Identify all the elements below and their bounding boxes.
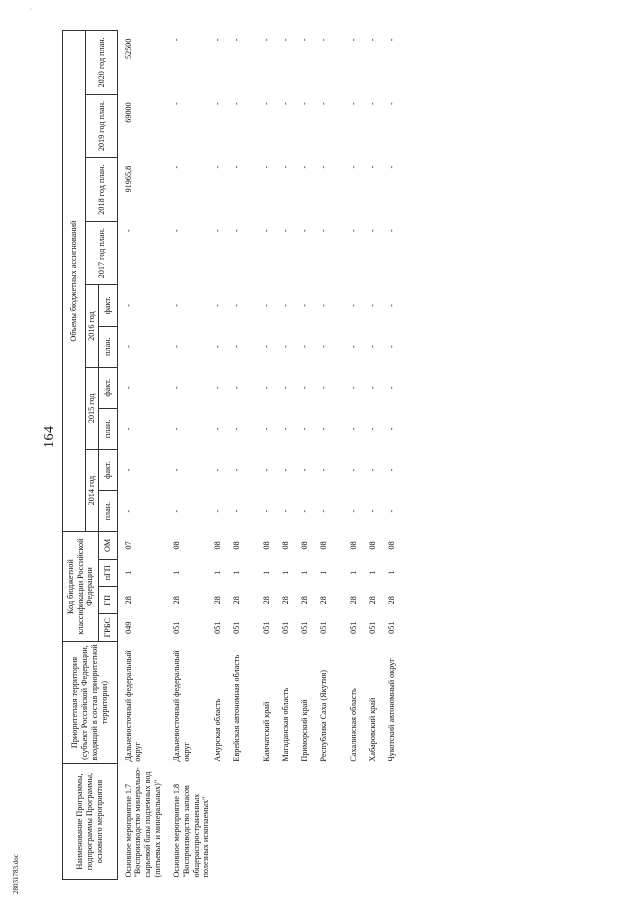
- header-code-grbs: ГРБС: [98, 614, 117, 641]
- row-value-cell: -: [213, 386, 223, 390]
- header-code-group: Код бюджетной классификации Российской Федерации: [63, 532, 99, 642]
- budget-allocation-table: [62, 30, 416, 880]
- row-code-gp-cell: 28: [281, 596, 291, 605]
- row-value-cell: -: [172, 509, 182, 513]
- row-value-cell: -: [281, 102, 291, 105]
- row-code-pgp-cell: 1: [319, 570, 329, 575]
- row-value-cell: -: [232, 102, 242, 105]
- row-territory-cell: Сахалинская область: [349, 688, 359, 762]
- header-name: Наименование Программы, подпрограммы Программы, основного мероприятия: [63, 764, 118, 880]
- row-code-gp-cell: 28: [123, 596, 133, 605]
- row-territory-cell: Дальневосточный федеральный округ: [123, 650, 143, 762]
- row-value-cell: -: [123, 427, 133, 431]
- row-value-cell: -: [281, 38, 291, 42]
- row-value-cell: -: [368, 165, 378, 169]
- row-code-om-cell: 07: [123, 541, 133, 550]
- row-territory-cell: Хабаровский край: [368, 697, 378, 762]
- row-code-gp-cell: 28: [349, 596, 359, 605]
- row-value-cell: -: [172, 102, 182, 105]
- row-name-cell: [231, 764, 261, 880]
- row-value-cell: -: [368, 509, 378, 513]
- row-name-cell: Основное мероприятие 1.8 "Воспроизводство запасов общераспространенных полезных ископаемых": [172, 783, 211, 878]
- row-code-om-cell: 08: [172, 541, 182, 550]
- row-code-om-cell: 08: [213, 541, 223, 550]
- row-name-cell: [261, 764, 280, 880]
- row-value-cell: -: [172, 386, 182, 390]
- row-value-cell: -: [387, 229, 397, 233]
- row-value-cell: -: [262, 468, 272, 472]
- row-value-cell: -: [349, 345, 359, 348]
- row-value-cell: -: [172, 165, 182, 169]
- row-value-cell: 69000: [123, 102, 133, 123]
- header-fact-2015: факт.: [98, 367, 117, 408]
- row-value-cell: -: [123, 304, 133, 307]
- header-year-2014: 2014 год: [86, 449, 99, 531]
- row-value-cell: -: [349, 386, 359, 390]
- scan-dot: ·: [30, 7, 32, 13]
- row-value-cell: -: [262, 165, 272, 169]
- header-budget-group: Объемы бюджетных ассигнований: [63, 31, 86, 532]
- row-value-cell: -: [281, 509, 291, 513]
- row-territory-cell: Республика Саха (Якутия): [319, 669, 329, 762]
- row-value-cell: -: [232, 345, 242, 348]
- row-value-cell: -: [349, 165, 359, 169]
- row-code-pgp-cell: 1: [262, 570, 272, 575]
- row-value-cell: -: [213, 468, 223, 472]
- header-code-pgp: пГП: [98, 559, 117, 586]
- row-value-cell: -: [172, 468, 182, 472]
- row-code-pgp-cell: 1: [349, 570, 359, 575]
- row-value-cell: -: [232, 509, 242, 513]
- table-body: [117, 31, 416, 880]
- table-row: [171, 31, 212, 880]
- row-value-cell: -: [368, 468, 378, 472]
- row-value-cell: -: [319, 304, 329, 307]
- table-row: [280, 31, 299, 880]
- row-code-grbs-cell: 051: [319, 621, 329, 634]
- header-year-2020: 2020 год план.: [86, 31, 118, 95]
- row-code-pgp-cell: 1: [232, 570, 242, 575]
- row-value-cell: -: [213, 229, 223, 233]
- row-name-cell: [367, 764, 386, 880]
- row-code-grbs-cell: 051: [300, 621, 310, 634]
- row-value-cell: -: [319, 38, 329, 42]
- row-value-cell: -: [387, 427, 397, 431]
- row-value-cell: -: [319, 386, 329, 390]
- row-value-cell: -: [319, 102, 329, 105]
- row-value-cell: -: [123, 509, 133, 513]
- row-name-cell: [386, 764, 416, 880]
- header-year-2019: 2019 год план.: [86, 94, 118, 158]
- header-fact-2016: факт.: [98, 285, 117, 326]
- row-value-cell: -: [172, 38, 182, 42]
- row-value-cell: -: [262, 304, 272, 307]
- row-value-cell: -: [172, 304, 182, 307]
- row-code-gp-cell: 28: [232, 596, 242, 605]
- row-code-om-cell: 08: [300, 541, 310, 550]
- row-name-cell: [299, 764, 318, 880]
- row-value-cell: -: [281, 229, 291, 233]
- header-year-2017: 2017 год план.: [86, 221, 118, 285]
- row-value-cell: 52500: [123, 38, 133, 59]
- row-code-gp-cell: 28: [387, 596, 397, 605]
- table-row: [261, 31, 280, 880]
- table-row: [348, 31, 367, 880]
- row-value-cell: -: [281, 468, 291, 472]
- row-value-cell: -: [387, 509, 397, 513]
- row-name-cell: [318, 764, 348, 880]
- row-value-cell: -: [300, 386, 310, 390]
- row-code-om-cell: 08: [232, 541, 242, 550]
- row-value-cell: -: [232, 165, 242, 169]
- row-code-om-cell: 08: [368, 541, 378, 550]
- row-value-cell: -: [262, 386, 272, 390]
- row-spacer: [163, 31, 171, 880]
- row-value-cell: -: [368, 345, 378, 348]
- row-value-cell: -: [213, 345, 223, 348]
- row-code-grbs-cell: 051: [387, 621, 397, 634]
- row-value-cell: -: [213, 38, 223, 42]
- row-code-gp-cell: 28: [300, 596, 310, 605]
- row-value-cell: -: [123, 229, 133, 233]
- header-code-gp: ГП: [98, 587, 117, 614]
- header-territory: Приоритетная территория (субъект Российской Федерации, входящий в состав приоритетной территории): [63, 641, 118, 763]
- row-code-om-cell: 08: [349, 541, 359, 550]
- row-territory-cell: Еврейская автономная область: [232, 654, 242, 762]
- header-year-2018: 2018 год план.: [86, 158, 118, 222]
- row-value-cell: -: [319, 427, 329, 431]
- page-number: 164: [42, 425, 57, 448]
- row-territory-cell: Чукотский автономный округ: [387, 658, 397, 762]
- row-value-cell: -: [349, 304, 359, 307]
- row-territory-cell: Приморский край: [300, 699, 310, 762]
- row-code-pgp-cell: 1: [213, 570, 223, 575]
- row-value-cell: -: [281, 304, 291, 307]
- header-code-om: ОМ: [98, 532, 117, 559]
- row-value-cell: -: [300, 468, 310, 472]
- row-value-cell: -: [123, 468, 133, 472]
- row-value-cell: -: [387, 102, 397, 105]
- row-code-pgp-cell: 1: [300, 570, 310, 575]
- row-value-cell: -: [232, 468, 242, 472]
- row-value-cell: -: [300, 509, 310, 513]
- row-value-cell: -: [281, 427, 291, 431]
- row-value-cell: -: [262, 38, 272, 42]
- row-value-cell: -: [232, 386, 242, 390]
- row-code-grbs-cell: 051: [349, 621, 359, 634]
- row-code-om-cell: 08: [387, 541, 397, 550]
- document-id: 28031783.doc: [12, 854, 20, 894]
- table-row: [386, 31, 416, 880]
- row-value-cell: -: [232, 229, 242, 233]
- row-value-cell: -: [387, 304, 397, 307]
- table-row: [212, 31, 231, 880]
- row-code-pgp-cell: 1: [123, 570, 133, 575]
- header-plan-2016: план.: [98, 326, 117, 367]
- row-code-pgp-cell: 1: [172, 570, 182, 575]
- row-value-cell: -: [262, 345, 272, 348]
- header-plan-2015: план.: [98, 408, 117, 449]
- row-code-om-cell: 08: [262, 541, 272, 550]
- row-code-grbs-cell: 051: [368, 621, 378, 634]
- row-value-cell: -: [232, 427, 242, 431]
- row-territory-cell: Амурская область: [213, 698, 223, 762]
- row-value-cell: -: [300, 102, 310, 105]
- table-row: [299, 31, 318, 880]
- row-value-cell: -: [319, 468, 329, 472]
- header-year-2015: 2015 год: [86, 367, 99, 449]
- row-value-cell: -: [300, 165, 310, 169]
- row-value-cell: -: [213, 427, 223, 431]
- row-code-pgp-cell: 1: [368, 570, 378, 575]
- row-value-cell: -: [281, 165, 291, 169]
- row-code-gp-cell: 28: [319, 596, 329, 605]
- row-code-gp-cell: 28: [368, 596, 378, 605]
- table-row: [117, 31, 163, 880]
- row-name-cell: [212, 764, 231, 880]
- row-value-cell: -: [281, 386, 291, 390]
- row-value-cell: -: [349, 468, 359, 472]
- row-value-cell: -: [262, 102, 272, 105]
- row-value-cell: -: [213, 102, 223, 105]
- row-code-om-cell: 08: [319, 541, 329, 550]
- row-value-cell: -: [232, 304, 242, 307]
- row-code-gp-cell: 28: [213, 596, 223, 605]
- row-value-cell: -: [262, 229, 272, 233]
- row-value-cell: -: [213, 509, 223, 513]
- row-value-cell: -: [213, 304, 223, 307]
- header-plan-2014: план.: [98, 491, 117, 532]
- row-value-cell: -: [349, 509, 359, 513]
- row-value-cell: -: [387, 165, 397, 169]
- row-value-cell: -: [172, 229, 182, 233]
- row-value-cell: -: [300, 38, 310, 42]
- row-name-cell: [348, 764, 367, 880]
- row-value-cell: -: [349, 38, 359, 42]
- row-value-cell: -: [300, 304, 310, 307]
- row-territory-cell: Камчатский край: [262, 701, 272, 762]
- table-row: [367, 31, 386, 880]
- row-value-cell: -: [262, 427, 272, 431]
- row-value-cell: -: [300, 345, 310, 348]
- row-value-cell: -: [172, 345, 182, 348]
- row-value-cell: -: [319, 509, 329, 513]
- row-value-cell: -: [319, 165, 329, 169]
- row-value-cell: -: [300, 427, 310, 431]
- header-year-2016: 2016 год: [86, 285, 99, 367]
- row-value-cell: -: [387, 468, 397, 472]
- row-value-cell: -: [281, 345, 291, 348]
- row-code-gp-cell: 28: [262, 596, 272, 605]
- row-value-cell: -: [387, 38, 397, 42]
- row-value-cell: -: [213, 165, 223, 169]
- row-value-cell: -: [123, 386, 133, 390]
- header-fact-2014: факт.: [98, 449, 117, 490]
- row-value-cell: -: [172, 427, 182, 431]
- row-value-cell: -: [368, 102, 378, 105]
- row-value-cell: 91965,8: [123, 165, 133, 193]
- row-value-cell: -: [368, 386, 378, 390]
- row-value-cell: -: [368, 304, 378, 307]
- row-value-cell: -: [368, 427, 378, 431]
- row-name-cell: [280, 764, 299, 880]
- row-code-grbs-cell: 051: [213, 621, 223, 634]
- row-code-grbs-cell: 051: [262, 621, 272, 634]
- row-value-cell: -: [232, 38, 242, 42]
- row-code-om-cell: 08: [281, 541, 291, 550]
- row-value-cell: -: [387, 345, 397, 348]
- row-value-cell: -: [368, 38, 378, 42]
- row-code-grbs-cell: 051: [232, 621, 242, 634]
- row-value-cell: -: [349, 427, 359, 431]
- row-value-cell: -: [368, 229, 378, 233]
- row-code-pgp-cell: 1: [387, 570, 397, 575]
- row-territory-cell: Магаданская область: [281, 687, 291, 762]
- row-code-gp-cell: 28: [172, 596, 182, 605]
- row-territory-cell: Дальневосточный федеральный округ: [172, 650, 192, 762]
- row-value-cell: -: [123, 345, 133, 348]
- row-value-cell: -: [319, 229, 329, 233]
- row-code-grbs-cell: 051: [281, 621, 291, 634]
- row-value-cell: -: [387, 386, 397, 390]
- row-value-cell: -: [319, 345, 329, 348]
- row-code-pgp-cell: 1: [281, 570, 291, 575]
- table-row: [231, 31, 261, 880]
- row-value-cell: -: [349, 102, 359, 105]
- row-code-grbs-cell: 049: [123, 621, 133, 634]
- row-value-cell: -: [262, 509, 272, 513]
- row-code-grbs-cell: 051: [172, 621, 182, 634]
- table-row: [318, 31, 348, 880]
- row-name-cell: Основное мероприятие 1.7 "Воспроизводство минерально-сырьевой базы подземных вод (питьевых и минеральных)": [123, 767, 162, 878]
- row-value-cell: -: [300, 229, 310, 233]
- row-value-cell: -: [349, 229, 359, 233]
- budget-table-sheet: [62, 30, 622, 880]
